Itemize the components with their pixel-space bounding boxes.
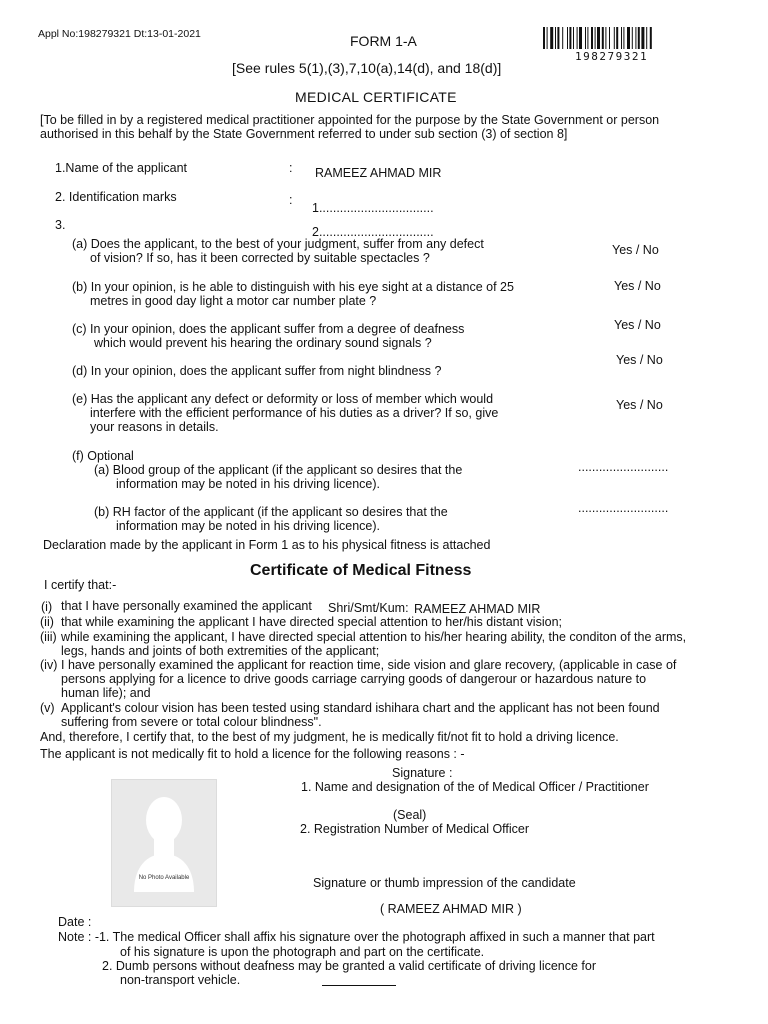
rh-factor-blank: ..........................	[578, 501, 669, 515]
item-i-title: Shri/Smt/Kum:	[328, 601, 409, 615]
identification-mark-2: 2.................................	[312, 225, 434, 239]
note-2-line2: non-transport vehicle.	[120, 973, 241, 987]
identification-mark-1: 1.................................	[312, 201, 434, 215]
candidate-name: ( RAMEEZ AHMAD MIR )	[380, 902, 522, 916]
application-number: Appl No:198279321 Dt:13-01-2021	[38, 28, 201, 40]
seal-label: (Seal)	[393, 808, 427, 822]
question-e-line2: interfere with the efficient performance of his duties as a driver? If so, give	[90, 406, 499, 420]
item-iii-line2: legs, hands and joints of both extremities of the applicant;	[61, 644, 380, 658]
item-i-applicant-name: RAMEEZ AHMAD MIR	[414, 602, 541, 616]
question-d-line1: (d) In your opinion, does the applicant suffer from night blindness ?	[72, 364, 442, 378]
intro-text: [To be filled in by a registered medical practitioner appointed for the purpose by the State Government or person authorised in this behalf by the State Government referred to under sub section (3) of section 8]	[40, 113, 660, 141]
barcode-number: 198279321	[575, 50, 649, 63]
question-a-line1: (a) Does the applicant, to the best of your judgment, suffer from any defect	[72, 237, 484, 251]
identification-colon: :	[289, 193, 293, 207]
question-a-line2: of vision? If so, has it been corrected by suitable spectacles ?	[90, 251, 430, 265]
answer-d: Yes / No	[616, 353, 663, 367]
item-iv-line1: I have personally examined the applicant for reaction time, side vision and glare recovery, (applicable in case of	[61, 658, 677, 672]
question-f-optional: (f) Optional	[72, 449, 134, 463]
not-fit-reasons: The applicant is not medically fit to hold a licence for the following reasons : -	[40, 747, 465, 761]
document-title: MEDICAL CERTIFICATE	[295, 89, 457, 105]
question-fb-line2: information may be noted in his driving licence).	[116, 519, 381, 533]
note-1-line1: Note : -1. The medical Officer shall affix his signature over the photograph affixed in such a manner that part	[58, 930, 655, 944]
item-ii-number: (ii)	[40, 615, 54, 629]
form-title: FORM 1-A	[350, 33, 417, 49]
identification-label: 2. Identification marks	[55, 190, 177, 204]
question-c-line2: which would prevent his hearing the ordinary sound signals ?	[94, 336, 432, 350]
answer-c: Yes / No	[614, 318, 661, 332]
person-silhouette-icon	[112, 780, 216, 906]
photo-placeholder	[111, 779, 217, 907]
candidate-signature-label: Signature or thumb impression of the candidate	[313, 876, 576, 890]
question-b-line1: (b) In your opinion, is he able to distinguish with his eye sight at a distance of 25	[72, 280, 514, 294]
question-c-line1: (c) In your opinion, does the applicant suffer from a degree of deafness	[72, 322, 465, 336]
item-i-text: that I have personally examined the applicant	[61, 599, 312, 613]
note-2-line1: 2. Dumb persons without deafness may be granted a valid certificate of driving licence for	[102, 959, 597, 973]
declaration-text: Declaration made by the applicant in Form 1 as to his physical fitness is attached	[43, 538, 491, 552]
barcode	[543, 27, 715, 49]
date-label: Date :	[58, 915, 92, 929]
blood-group-blank: ..........................	[578, 460, 669, 474]
signature-label: Signature :	[392, 766, 453, 780]
registration-number-label: 2. Registration Number of Medical Officer	[300, 822, 530, 836]
question-e-line1: (e) Has the applicant any defect or deformity or loss of member which would	[72, 392, 494, 406]
question-fb-line1: (b) RH factor of the applicant (if the applicant so desires that the	[94, 505, 448, 519]
item-iii-number: (iii)	[40, 630, 57, 644]
item-3: 3.	[55, 218, 66, 232]
certify-intro: I certify that:-	[44, 578, 117, 592]
item-iv-line2: persons applying for a licence to drive goods carriage carrying goods of dangerour or hazardous nature to	[61, 672, 647, 686]
name-label: 1.Name of the applicant	[55, 161, 188, 175]
item-v-number: (v)	[40, 701, 55, 715]
question-e-line3: your reasons in details.	[90, 420, 219, 434]
applicant-name: RAMEEZ AHMAD MIR	[315, 166, 442, 180]
item-v-line1: Applicant's colour vision has been tested using standard ishihara chart and the applicant has not been found	[61, 701, 660, 715]
item-ii-text: that while examining the applicant I have directed special attention to her/his distant vision;	[61, 615, 562, 629]
answer-b: Yes / No	[614, 279, 661, 293]
answer-e: Yes / No	[616, 398, 663, 412]
item-iv-line3: human life); and	[61, 686, 151, 700]
certificate-title: Certificate of Medical Fitness	[250, 562, 472, 579]
item-v-line2: suffering from severe or total colour blindness".	[61, 715, 322, 729]
question-fa-line2: information may be noted in his driving licence).	[116, 477, 381, 491]
item-i-number: (i)	[41, 600, 53, 614]
answer-a: Yes / No	[612, 243, 659, 257]
officer-name-label: 1. Name and designation of the of Medical Officer / Practitioner	[301, 780, 649, 794]
question-b-line2: metres in good day light a motor car number plate ?	[90, 294, 377, 308]
question-fa-line1: (a) Blood group of the applicant (if the applicant so desires that the	[94, 463, 463, 477]
note-1-line2: of his signature is upon the photograph and part on the certificate.	[120, 945, 485, 959]
rules-reference: [See rules 5(1),(3),7,10(a),14(d), and 18(d)]	[232, 60, 502, 76]
fitness-declaration: And, therefore, I certify that, to the best of my judgment, he is medically fit/not fit to hold a driving licence.	[40, 730, 619, 744]
item-iv-number: (iv)	[40, 658, 58, 672]
no-photo-caption: No Photo Available	[138, 875, 190, 881]
bottom-rule	[322, 985, 396, 986]
name-colon: :	[289, 161, 293, 175]
item-iii-line1: while examining the applicant, I have directed special attention to his/her hearing ability, the conditon of the arms,	[61, 630, 687, 644]
